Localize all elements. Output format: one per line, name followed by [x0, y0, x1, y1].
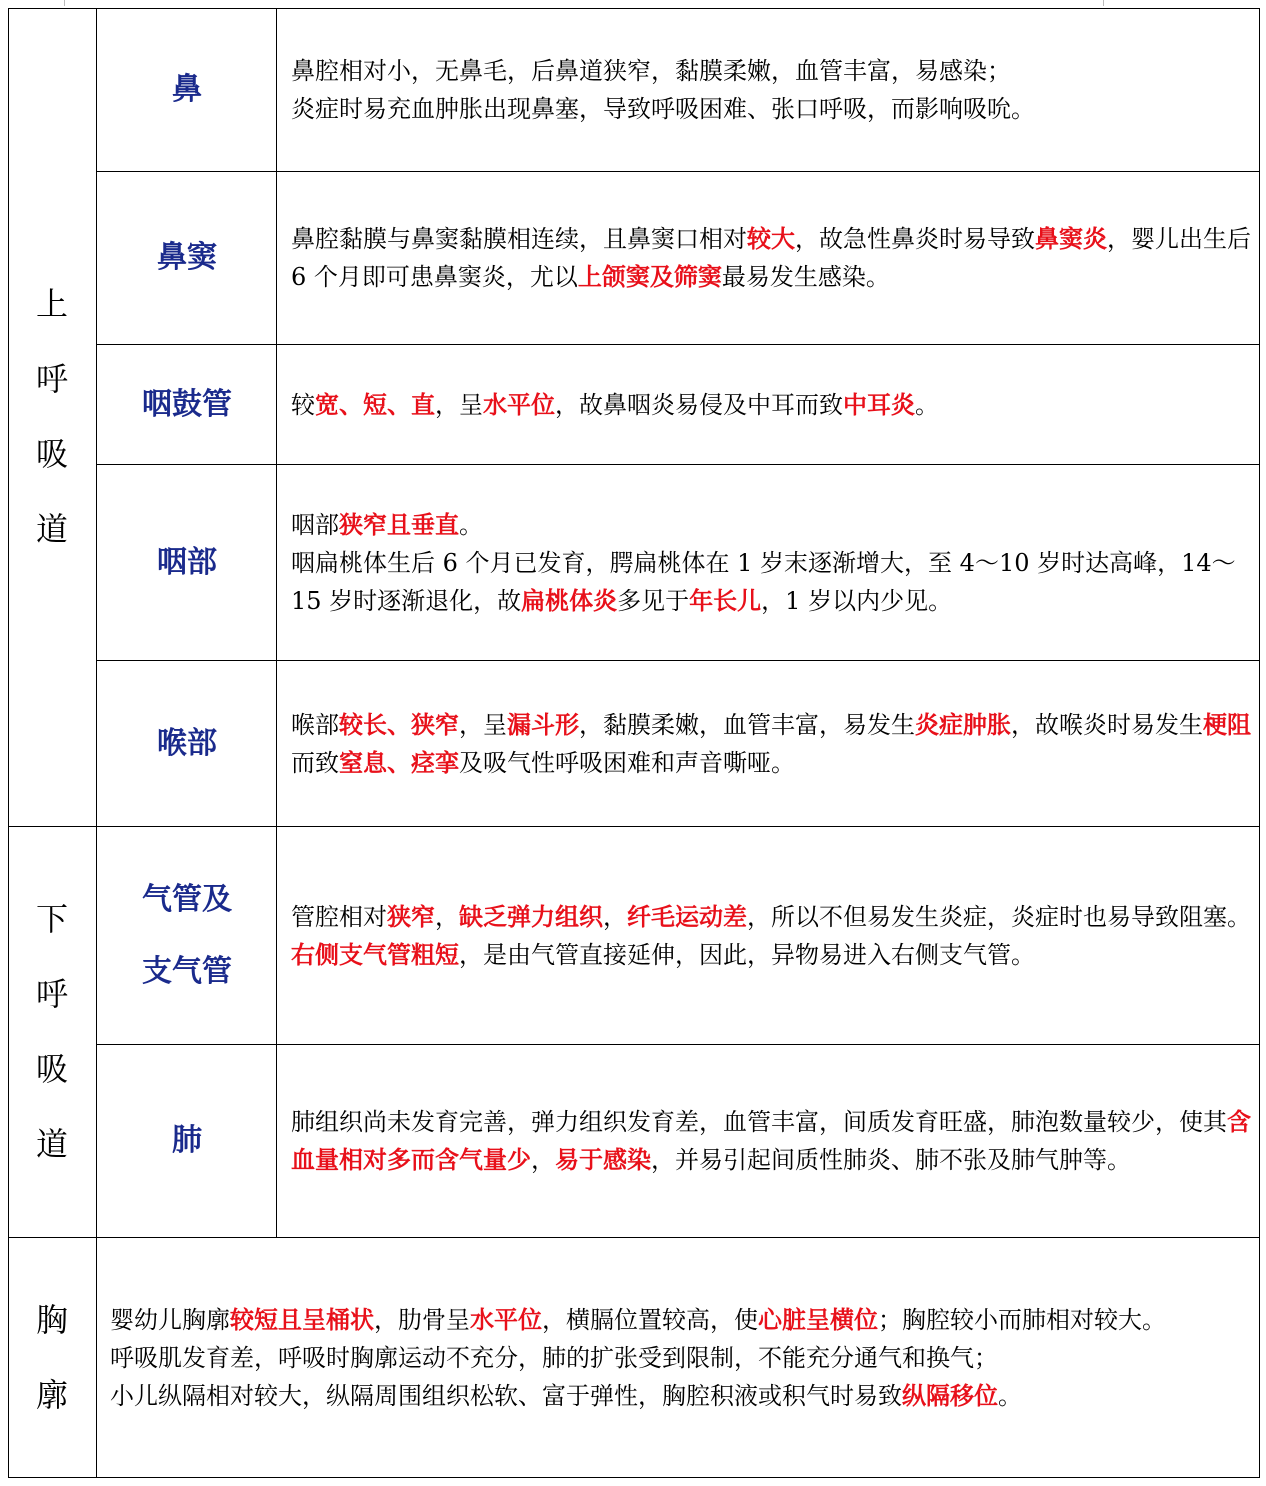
description-text: ，故喉炎时易发生 — [1011, 710, 1203, 739]
description-text: 多见于 — [617, 586, 690, 615]
category-lower-respiratory — [8, 827, 96, 1237]
page-top-mark — [64, 0, 65, 6]
organ-name-lung — [97, 1045, 277, 1237]
organ-name-text: 气管及 — [142, 881, 232, 917]
organ-name-text: 喉部 — [157, 725, 217, 761]
highlighted-term: 狭窄且垂直 — [339, 509, 459, 539]
description-line — [291, 52, 1251, 90]
description-text: ， — [531, 1146, 555, 1174]
category-upper-respiratory — [8, 8, 96, 826]
description-line — [110, 1377, 1250, 1415]
description-text: 咽扁桃体生后 6 个月已发育，腭扁桃体在 1 岁末逐渐增大，至 4～10 岁时达高峰，14～15 岁时逐渐退化，故 — [291, 548, 1236, 615]
highlighted-term: 年长儿 — [689, 585, 762, 615]
highlighted-term: 纤毛运动差 — [627, 901, 747, 931]
description-text: 及吸气性呼吸困难和声音嘶哑。 — [459, 748, 795, 777]
highlighted-term: 含血量相对多而含气量少 — [291, 1107, 1251, 1174]
description-text: ，肋骨呈 — [374, 1306, 470, 1334]
highlighted-term: 较短且呈桶状 — [230, 1305, 374, 1334]
highlighted-term: 纵隔移位 — [902, 1381, 998, 1410]
category-char: 吸 — [35, 435, 68, 473]
highlighted-term: 炎症肿胀 — [915, 709, 1011, 739]
organ-name-larynx — [97, 661, 277, 826]
description-line — [291, 1103, 1251, 1179]
description-larynx — [291, 661, 1251, 826]
organ-name-pharynx — [97, 465, 277, 660]
description-line — [110, 1339, 1250, 1377]
description-text: 而致 — [291, 748, 339, 777]
description-lung — [291, 1045, 1251, 1237]
description-text: ，黏膜柔嫩，血管丰富，易发生 — [579, 710, 915, 739]
description-text: ，1 岁以内少见。 — [761, 586, 953, 615]
description-text: ，故鼻咽炎易侵及中耳而致 — [555, 390, 843, 419]
highlighted-term: 窒息、痉挛 — [339, 747, 459, 777]
highlighted-term: 鼻窦炎 — [1035, 224, 1107, 253]
description-line — [291, 90, 1251, 128]
description-text: ， — [435, 902, 459, 931]
category-char: 下 — [35, 900, 68, 938]
highlighted-term: 右侧支气管粗短 — [291, 939, 459, 969]
description-text: ，呈 — [435, 390, 483, 419]
category-char: 吸 — [35, 1050, 68, 1088]
highlighted-term: 较大 — [747, 224, 795, 253]
organ-name-text: 肺 — [172, 1123, 202, 1158]
description-text: 鼻腔黏膜与鼻窦黏膜相连续，且鼻窦口相对 — [291, 225, 747, 253]
description-line — [291, 706, 1251, 782]
page-top-mark — [1103, 0, 1104, 6]
description-trachea — [291, 827, 1251, 1044]
category-char: 道 — [35, 1125, 68, 1163]
description-line — [291, 506, 1251, 544]
description-text: ，是由气管直接延伸，因此，异物易进入右侧支气管。 — [459, 940, 1035, 969]
highlighted-term: 较长、狭窄 — [339, 709, 459, 739]
description-text: ，所以不但易发生炎症，炎症时也易导致阻塞。 — [747, 902, 1251, 931]
description-text: ， — [603, 902, 627, 931]
description-text: ，并易引起间质性肺炎、肺不张及肺气肿等。 — [651, 1146, 1131, 1174]
highlighted-term: 狭窄 — [387, 901, 435, 931]
organ-name-text: 咽鼓管 — [142, 386, 232, 422]
description-text: 喉部 — [291, 710, 339, 739]
highlighted-term: 扁桃体炎 — [521, 585, 618, 615]
description-line — [291, 386, 1251, 424]
highlighted-term: 中耳炎 — [843, 389, 915, 419]
description-text: ，故急性鼻炎时易导致 — [795, 225, 1035, 253]
description-text: 肺组织尚未发育完善，弹力组织发育差，血管丰富，间质发育旺盛，肺泡数量较少，使其 — [291, 1108, 1227, 1136]
description-line — [291, 220, 1251, 296]
highlighted-term: 易于感染 — [555, 1145, 651, 1174]
highlighted-term: 水平位 — [483, 389, 555, 419]
highlighted-term: 缺乏弹力组织 — [459, 901, 603, 931]
table-column-divider — [96, 1238, 97, 1478]
organ-name-text: 支气管 — [142, 953, 232, 989]
highlighted-term: 上颌窦及筛窦 — [577, 262, 722, 291]
category-char: 道 — [35, 510, 68, 548]
organ-name-text: 鼻 — [172, 71, 202, 107]
description-line — [110, 1301, 1250, 1339]
description-chest — [110, 1238, 1250, 1478]
category-char: 呼 — [35, 975, 68, 1013]
description-text: ，横膈位置较高，使 — [542, 1306, 758, 1334]
description-text: 。 — [998, 1382, 1022, 1410]
category-char: 廓 — [35, 1376, 68, 1414]
description-text: 呼吸肌发育差，呼吸时胸廓运动不充分，肺的扩张受到限制，不能充分通气和换气； — [110, 1344, 998, 1372]
description-text: 鼻腔相对小，无鼻毛，后鼻道狭窄，黏膜柔嫩，血管丰富，易感染； — [291, 56, 1011, 85]
highlighted-term: 水平位 — [470, 1305, 542, 1334]
description-text: 最易发生感染。 — [721, 263, 890, 291]
category-char: 胸 — [35, 1301, 68, 1339]
description-line — [291, 936, 1251, 974]
description-eustachian — [291, 345, 1251, 464]
description-text: 婴幼儿胸廓 — [110, 1306, 230, 1334]
description-sinus — [291, 172, 1251, 344]
highlighted-term: 漏斗形 — [507, 709, 579, 739]
description-text: ；胸腔较小而肺相对较大。 — [878, 1306, 1166, 1334]
description-text: 管腔相对 — [291, 902, 387, 931]
organ-name-nose — [97, 8, 277, 171]
description-text: 炎症时易充血肿胀出现鼻塞，导致呼吸困难、张口呼吸，而影响吸吮。 — [291, 94, 1035, 123]
highlighted-term: 梗阻 — [1203, 709, 1251, 739]
organ-name-text: 咽部 — [157, 544, 217, 580]
description-line — [291, 544, 1251, 620]
description-pharynx — [291, 465, 1251, 660]
description-line — [291, 898, 1251, 936]
category-char: 上 — [35, 285, 68, 323]
category-char: 呼 — [35, 360, 68, 398]
description-text: 小儿纵隔相对较大，纵隔周围组织松软、富于弹性，胸腔积液或积气时易致 — [110, 1382, 902, 1410]
organ-name-eustachian — [97, 345, 277, 464]
organ-name-trachea — [97, 827, 277, 1044]
description-text: 咽部 — [291, 510, 339, 539]
description-text: 。 — [459, 510, 483, 539]
description-text: ，呈 — [459, 710, 507, 739]
description-text: 较 — [291, 390, 315, 419]
description-text: 。 — [915, 390, 939, 419]
organ-name-text: 鼻窦 — [157, 240, 217, 275]
category-chest — [8, 1238, 96, 1478]
highlighted-term: 宽、短、直 — [315, 389, 435, 419]
description-text: ，婴儿出生后 6 个月即可患鼻窦炎，尤以 — [291, 225, 1251, 291]
description-nose — [291, 8, 1251, 171]
highlighted-term: 心脏呈横位 — [758, 1305, 878, 1334]
organ-name-sinus — [97, 172, 277, 344]
